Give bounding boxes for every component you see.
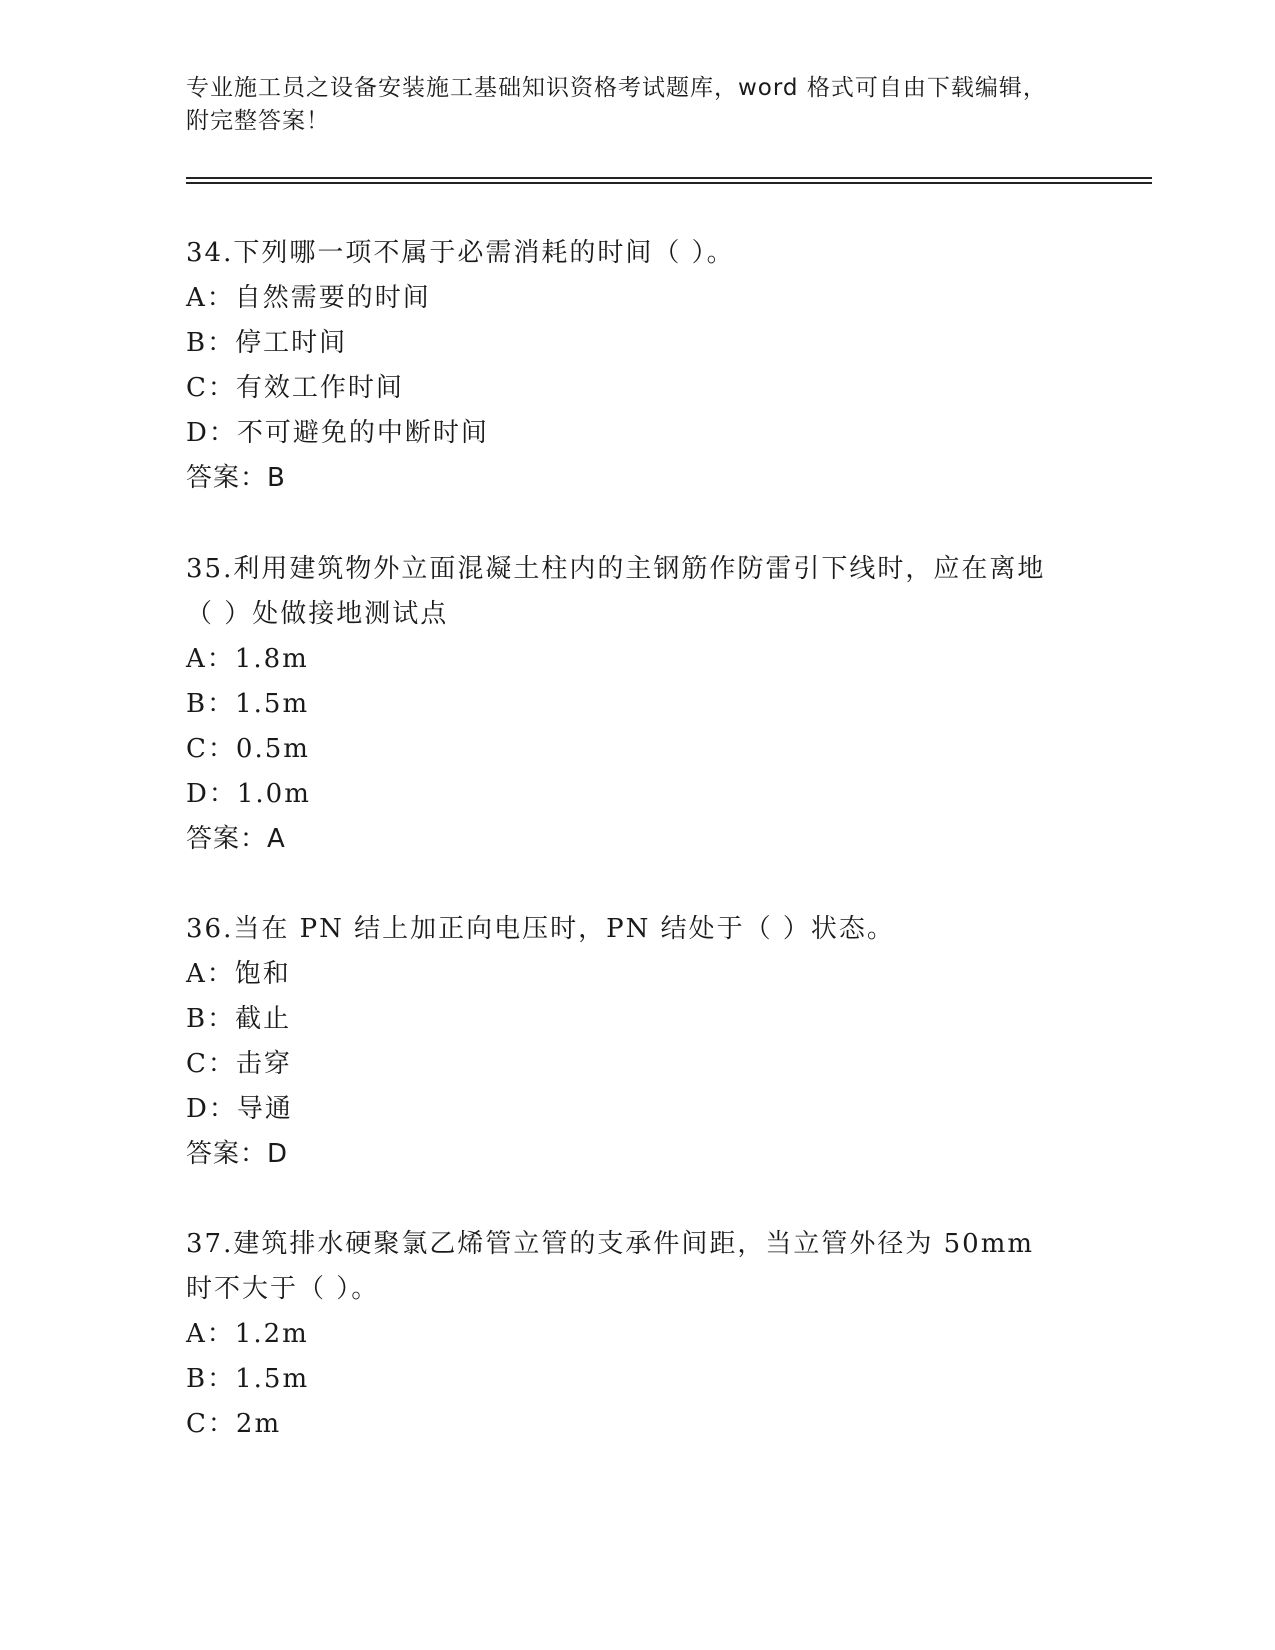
option-b: B：1.5m xyxy=(186,1364,310,1394)
document-header xyxy=(186,72,1086,138)
header-title-line2: 附完整答案！ xyxy=(186,108,330,134)
option-a: A：1.8m xyxy=(186,644,309,674)
option-c: C：0.5m xyxy=(186,734,310,764)
answer: 答案：D xyxy=(186,1139,289,1169)
question-text: 34.下列哪一项不属于必需消耗的时间（ ）。 xyxy=(186,238,735,268)
question-text: 35.利用建筑物外立面混凝土柱内的主钢筋作防雷引下线时，应在离地（ ）处做接地测试点 xyxy=(186,554,1046,629)
header-divider-bottom xyxy=(186,182,1152,184)
option-b: B：截止 xyxy=(186,1004,292,1034)
option-c: C：击穿 xyxy=(186,1049,292,1079)
question-35 xyxy=(186,547,1066,862)
question-text: 36.当在 PN 结上加正向电压时，PN 结处于（ ）状态。 xyxy=(186,914,895,944)
answer: 答案：B xyxy=(186,463,286,493)
option-a: A：1.2m xyxy=(186,1319,309,1349)
header-title-line1: 专业施工员之设备安装施工基础知识资格考试题库，word 格式可自由下载编辑， xyxy=(186,75,1047,101)
question-36 xyxy=(186,907,1086,1177)
option-d: D：不可避免的中断时间 xyxy=(186,418,489,448)
question-text: 37.建筑排水硬聚氯乙烯管立管的支承件间距，当立管外径为 50mm 时不大于（ ）。 xyxy=(186,1229,1035,1304)
option-b: B：停工时间 xyxy=(186,328,348,358)
question-34 xyxy=(186,231,1086,501)
header-divider-top xyxy=(186,177,1152,179)
option-c: C：2m xyxy=(186,1409,282,1439)
answer: 答案：A xyxy=(186,824,286,854)
option-a: A：饱和 xyxy=(186,959,291,989)
question-37 xyxy=(186,1222,1066,1447)
option-c: C：有效工作时间 xyxy=(186,373,404,403)
option-d: D：1.0m xyxy=(186,779,311,809)
option-d: D：导通 xyxy=(186,1094,293,1124)
option-a: A：自然需要的时间 xyxy=(186,283,431,313)
option-b: B：1.5m xyxy=(186,689,310,719)
